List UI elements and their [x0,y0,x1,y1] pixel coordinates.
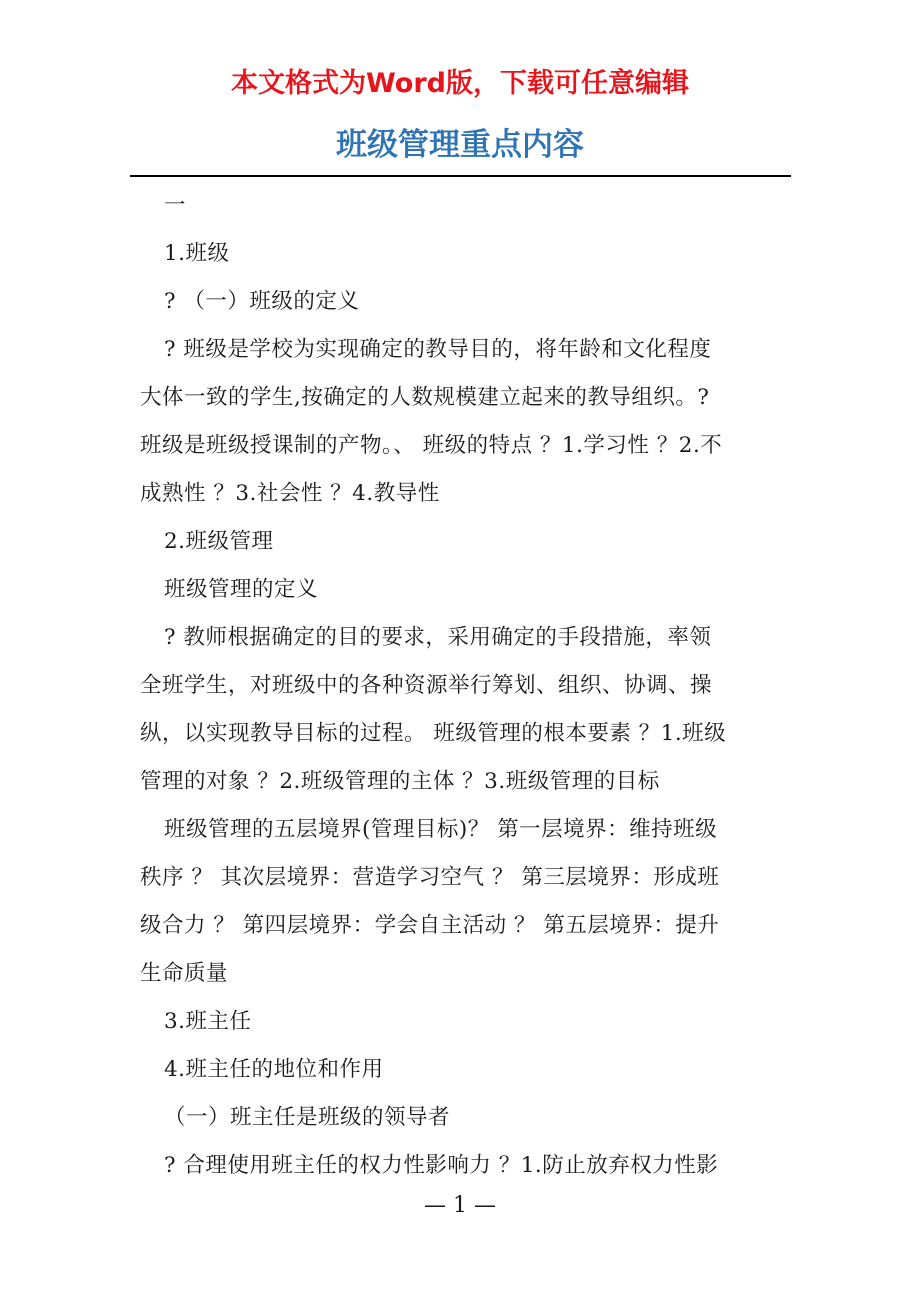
text-line: 3.班主任 [164,1009,252,1034]
text-line: 全班学生，对班级中的各种资源举行筹划、组织、协调、操 [140,673,713,698]
text-line: ? 教师根据确定的目的要求，采用确定的手段措施，率领 [164,625,712,650]
text-line: ? （一）班级的定义 [164,289,360,314]
page-number: — 1 — [424,1193,496,1218]
text-line: 大体一致的学生,按确定的人数规模建立起来的教导组织。? [140,385,710,410]
download-banner: 本文格式为Word版，下载可任意编辑 [230,68,689,99]
text-line: 管理的对象 ？2.班级管理的主体 ？3.班级管理的目标 [140,769,660,794]
text-line: 班级是班级授课制的产物。、 班级的特点 ？1.学习性 ？2.不 [140,433,723,458]
document-body [140,182,782,1190]
text-line: ? 班级是学校为实现确定的教导目的，将年龄和文化程度 [164,337,712,362]
text-line: 1.班级 [164,241,230,266]
text-line: ? 合理使用班主任的权力性影响力 ？1.防止放弃权力性影 [164,1153,719,1178]
text-line: 成熟性 ？3.社会性 ？4.教导性 [140,481,440,506]
text-line: 班级管理的定义 [164,577,319,602]
text-line: 秩序 ？ 其次层境界：营造学习空气 ？ 第三层境界：形成班 [140,865,720,890]
text-line: 班级管理的五层境界(管理目标)？ 第一层境界：维持班级 [164,817,718,842]
text-line: （一）班主任是班级的领导者 [164,1105,451,1130]
text-line: 2.班级管理 [164,529,274,554]
header-divider [130,175,791,177]
document-title: 班级管理重点内容 [336,127,584,163]
text-line: 生命质量 [140,961,229,986]
text-line: 4.班主任的地位和作用 [164,1057,384,1082]
text-line: 纵，以实现教导目标的过程。 班级管理的根本要素 ？1.班级 [140,721,727,746]
text-line: 一 [164,193,187,218]
text-line: 级合力 ？ 第四层境界：学会自主活动 ？ 第五层境界：提升 [140,913,720,938]
